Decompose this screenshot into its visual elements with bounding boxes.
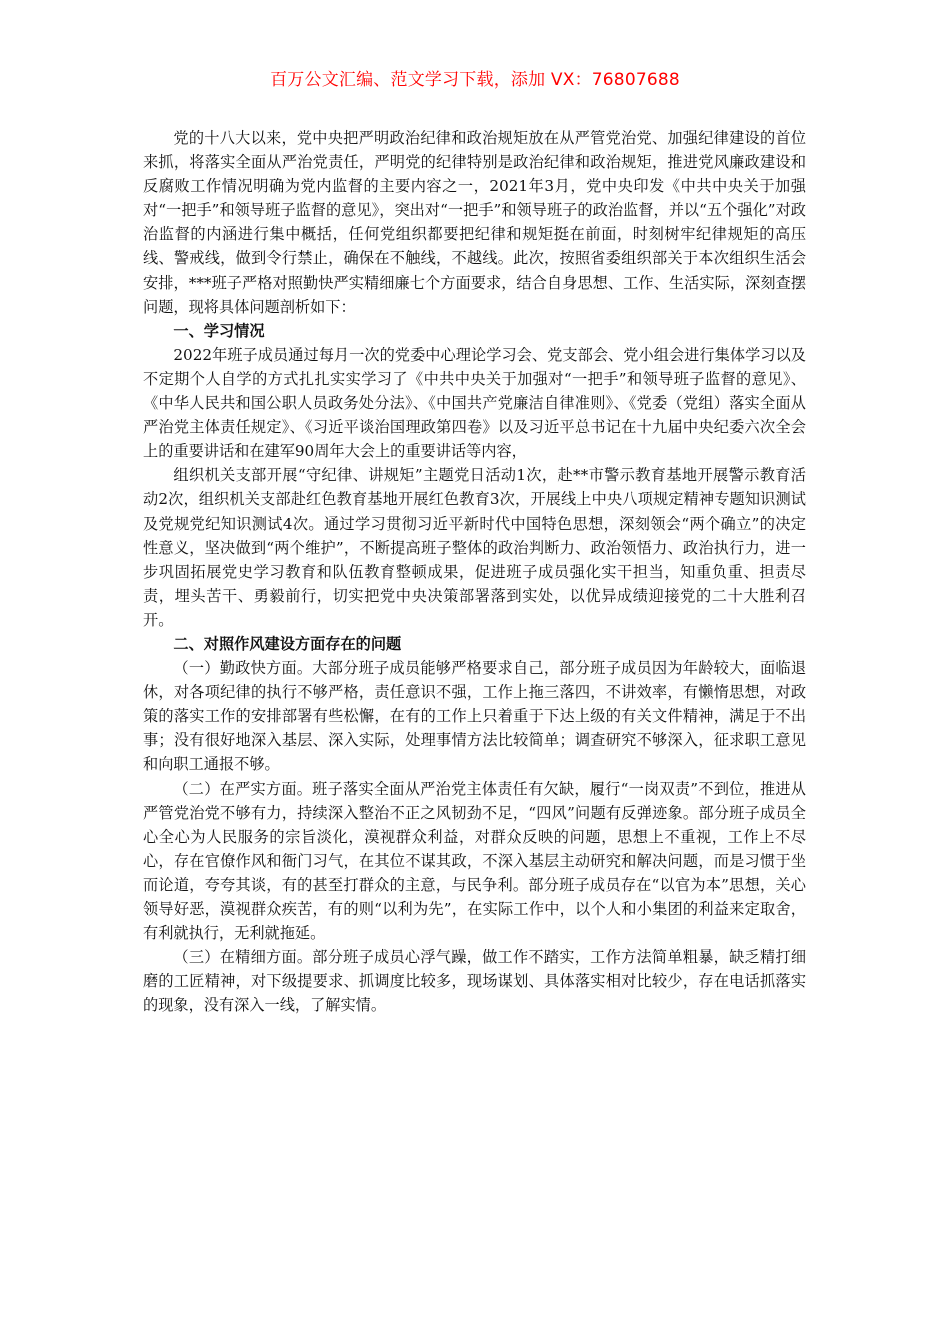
- section-heading-problems: 二、对照作风建设方面存在的问题: [173, 634, 402, 653]
- study-paragraph-1: 2022年班子成员通过每月一次的党委中心理论学习会、党支部会、党小组会进行集体学习以及不定期个人自学的方式扎扎实实学习了《中共中央关于加强对“一把手”和领导班子监督的意见》、《中华人民共和国公职人员政务处分法》、《中国共产党廉洁自律准则》、《党委（党组）落实全面从严治党主体责任规定》、《习近平谈治国理政第四卷》以及习近平总书记在十九届中央纪委六次全会上的重要讲话和在建军90周年大会上的重要讲话等内容，: [143, 345, 806, 461]
- problems-paragraph-3: （三）在精细方面。部分班子成员心浮气躁，做工作不踏实，工作方法简单粗暴，缺乏精打细磨的工匠精神，对下级提要求、抓调度比较多，现场谋划、具体落实相对比较少，存在电话抓落实的现象，没有深入一线，了解实情。: [143, 948, 806, 1015]
- study-paragraph-2: 组织机关支部开展“守纪律、讲规矩”主题党日活动1次，赴**市警示教育基地开展警示教育活动2次，组织机关支部赴红色教育基地开展红色教育3次，开展线上中央八项规定精神专题知识测试及党规党纪知识测试4次。通过学习贯彻习近平新时代中国特色思想，深刻领会“两个确立”的决定性意义，坚决做到“两个维护”，不断提高班子整体的政治判断力、政治领悟力、政治执行力，进一步巩固拓展党史学习教育和队伍教育整顿成果，促进班子成员强化实干担当，知重负重、担责尽责，埋头苦干、勇毅前行，切实把党中央决策部署落到实处，以优异成绩迎接党的二十大胜利召开。: [143, 466, 806, 629]
- problems-paragraph-2: （二）在严实方面。班子落实全面从严治党主体责任有欠缺，履行“一岗双责”不到位，推进从严管党治党不够有力，持续深入整治不正之风韧劲不足，“四风”问题有反弹迹象。部分班子成员全心全心为人民服务的宗旨淡化，漠视群众利益，对群众反映的问题，思想上不重视，工作上不尽心，存在官僚作风和衙门习气，在其位不谋其政，不深入基层主动研究和解决问题，而是习惯于坐而论道，夸夸其谈，有的甚至打群众的主意，与民争利。部分班子成员存在“以官为本”思想，关心领导好恶，漠视群众疾苦，有的则“以利为先”，在实际工作中，以个人和小集团的利益来定取舍，有利就执行，无利就拖延。: [143, 779, 806, 943]
- problems-paragraph-1: （一）勤政快方面。大部分班子成员能够严格要求自己，部分班子成员因为年龄较大，面临退休，对各项纪律的执行不够严格，责任意识不强，工作上拖三落四，不讲效率，有懒惰思想，对政策的落实工作的安排部署有些松懈，在有的工作上只着重于下达上级的有关文件精神，满足于不出事；没有很好地深入基层、深入实际，处理事情方法比较简单；调查研究不够深入，征求职工意见和向职工通报不够。: [143, 659, 806, 774]
- watermark-banner: 百万公文汇编、范文学习下载，添加 VX：76807688: [270, 70, 680, 90]
- intro-paragraph: 党的十八大以来，党中央把严明政治纪律和政治规矩放在从严管党治党、加强纪律建设的首位来抓，将落实全面从严治党责任，严明党的纪律特别是政治纪律和政治规矩，推进党风廉政建设和反腐败工作情况明确为党内监督的主要内容之一，2021年3月，党中央印发《中共中央关于加强对“一把手”和领导班子监督的意见》，突出对“一把手”和领导班子的政治监督，并以“五个强化”对政治监督的内涵进行集中概括，任何党组织都要把纪律和规矩挺在前面，时刻树牢纪律规矩的高压线、警戒线，做到令行禁止，确保在不触线，不越线。此次，按照省委组织部关于本次组织生活会安排，***班子严格对照勤快严实精细廉七个方面要求，结合自身思想、工作、生活实际，深刻查摆问题，现将具体问题剖析如下：: [143, 129, 806, 316]
- section-heading-study: 一、学习情况: [173, 321, 265, 340]
- document-body: [143, 126, 806, 1017]
